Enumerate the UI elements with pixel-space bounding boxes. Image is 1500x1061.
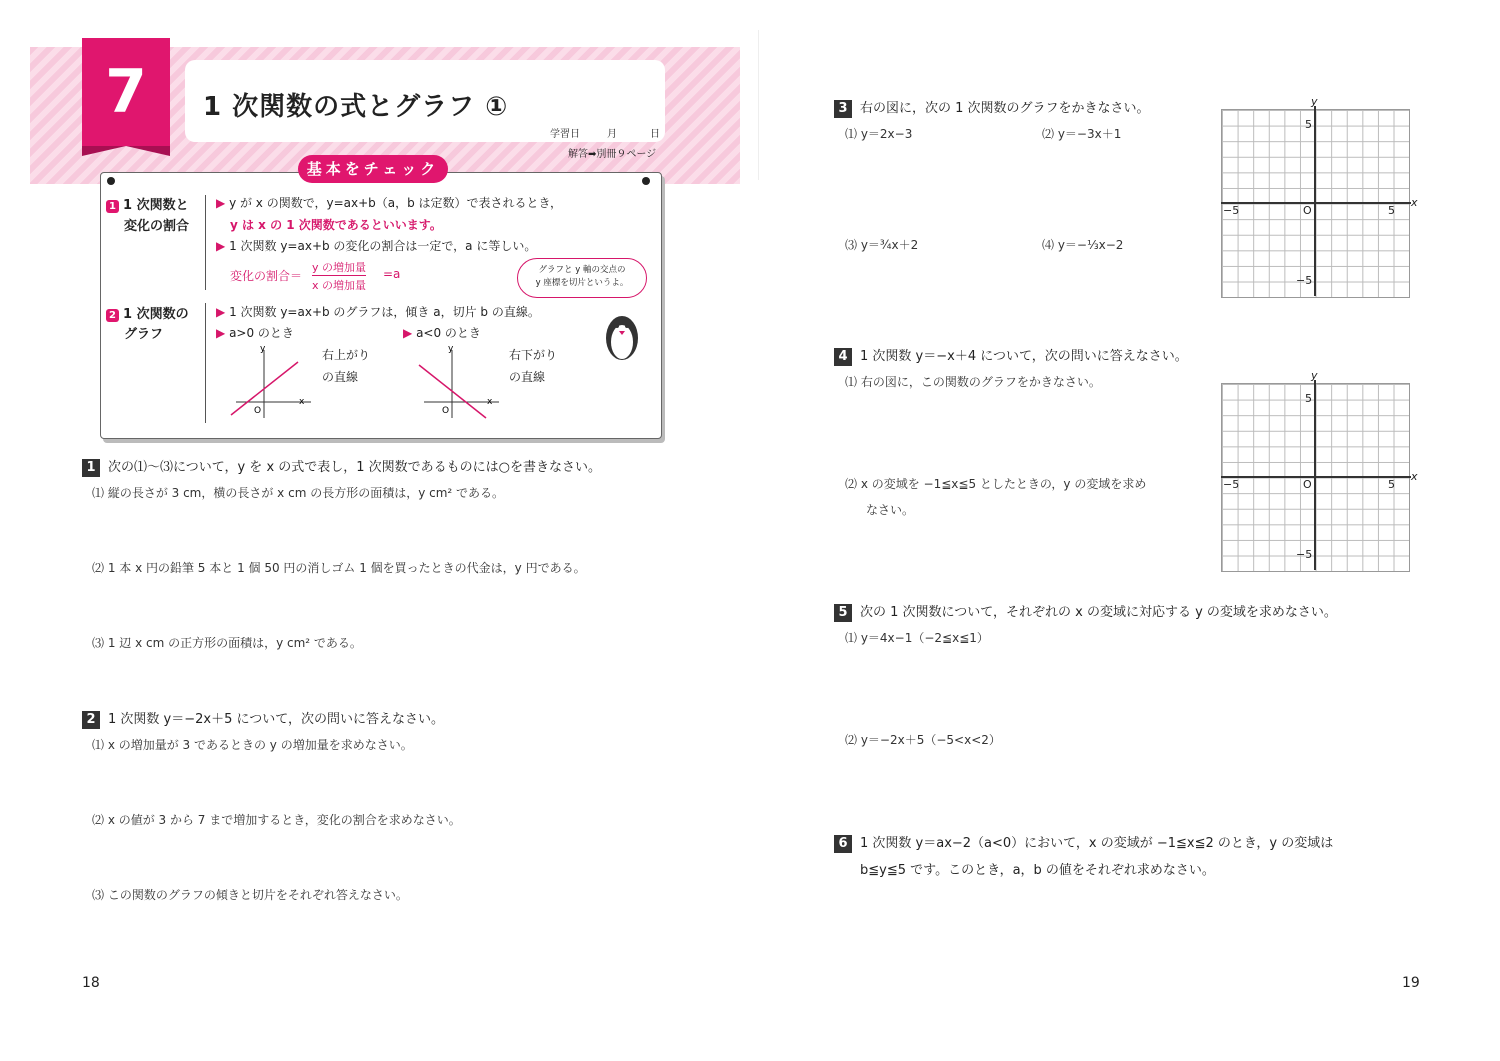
tick-label: 5 xyxy=(1388,478,1395,491)
s2-case1-desc-b: の直線 xyxy=(322,370,359,384)
page-title: 1 次関数の式とグラフ ① xyxy=(203,92,509,122)
s2-case2-desc-a: 右下がり xyxy=(509,348,558,362)
s2-case1-desc-a: 右上がり xyxy=(322,348,371,362)
q4-p1: ⑴ 右の図に，この関数のグラフをかきなさい。 xyxy=(845,375,1101,389)
q1-heading: 1 次の⑴〜⑶について，y を x の式で表し，1 次関数であるものには○を書きなさい。 xyxy=(82,456,601,477)
lesson-number: 7 xyxy=(82,38,170,146)
x-axis-label: x xyxy=(1411,470,1418,483)
page-number-right: 19 xyxy=(1402,975,1420,991)
s2-case1: ▶ a>0 のとき xyxy=(216,326,294,340)
svg-text:x: x xyxy=(299,397,305,407)
mini-graph-decreasing xyxy=(414,340,504,420)
graph-grid-q3[interactable] xyxy=(1221,109,1410,298)
svg-text:y: y xyxy=(448,344,454,354)
s1-formula-den: x の増加量 xyxy=(312,279,367,292)
section1-title-b: 変化の割合 xyxy=(124,219,190,234)
pin-icon xyxy=(642,177,650,185)
s2-case2: ▶ a<0 のとき xyxy=(403,326,481,340)
s2-line1: ▶ 1 次関数 y=ax+b のグラフは，傾き a，切片 b の直線。 xyxy=(216,305,540,319)
q1-p3: ⑶ 1 辺 x cm の正方形の面積は，y cm² である。 xyxy=(92,636,362,650)
check-label: 基本をチェック xyxy=(298,155,448,183)
q3-p1: ⑴ y＝2x−3 xyxy=(845,127,913,141)
q4-p2a: ⑵ x の変域を −1≦x≦5 としたときの，y の変域を求め xyxy=(845,477,1147,491)
s1-formula-right: =a xyxy=(383,267,401,281)
q3-p3: ⑶ y＝¾x＋2 xyxy=(845,238,919,252)
svg-text:O: O xyxy=(254,406,262,416)
penguin-icon xyxy=(602,306,642,362)
tick-label: −5 xyxy=(1223,204,1240,217)
x-axis-label: x xyxy=(1411,196,1418,209)
graph-grid-q4[interactable] xyxy=(1221,383,1410,572)
svg-text:O: O xyxy=(442,406,450,416)
q2-p1: ⑴ x の増加量が 3 であるときの y の増加量を求めなさい。 xyxy=(92,738,413,752)
s1-line2: y は x の 1 次関数であるといいます。 xyxy=(230,218,442,232)
y-axis-label: y xyxy=(1311,369,1318,382)
s1-formula-num: y の増加量 xyxy=(312,261,367,274)
s1-line1: ▶ y が x の関数で，y=ax+b（a，b は定数）で表されるとき， xyxy=(216,196,563,210)
q6-heading: 6 1 次関数 y＝ax−2（a<0）において，x の変域が −1≦x≦2 のとき，y の変域は xyxy=(834,832,1333,853)
tick-label: −5 xyxy=(1223,478,1240,491)
month-label: 月 xyxy=(607,129,617,140)
day-label: 日 xyxy=(650,129,660,140)
q1-p1: ⑴ 縦の長さが 3 cm，横の長さが x cm の長方形の面積は，y cm² である。 xyxy=(92,486,505,500)
section2-rule xyxy=(205,303,206,423)
q5-p1: ⑴ y＝4x−1（−2≦x≦1） xyxy=(845,631,989,645)
tick-label: 5 xyxy=(1305,118,1312,131)
section1-title: 1 1 次関数と xyxy=(106,194,189,213)
q2-p2: ⑵ x の値が 3 から 7 まで増加するとき，変化の割合を求めなさい。 xyxy=(92,813,461,827)
y-axis xyxy=(1314,106,1316,296)
q3-p2: ⑵ y＝−3x＋1 xyxy=(1042,127,1122,141)
page-divider xyxy=(758,30,759,180)
svg-text:x: x xyxy=(487,397,493,407)
q5-p2: ⑵ y＝−2x＋5（−5<x<2） xyxy=(845,733,1001,747)
page-number-left: 18 xyxy=(82,975,100,991)
q2-p3: ⑶ この関数のグラフの傾きと切片をそれぞれ答えなさい。 xyxy=(92,888,408,902)
tick-label: −5 xyxy=(1296,274,1313,287)
q1-p2: ⑵ 1 本 x 円の鉛筆 5 本と 1 個 50 円の消しゴム 1 個を買ったときの代金は，y 円である。 xyxy=(92,561,586,575)
svg-text:y: y xyxy=(260,344,266,354)
mini-graph-increasing xyxy=(226,340,316,420)
q4-p2b: なさい。 xyxy=(866,503,915,517)
origin-label: O xyxy=(1303,478,1312,491)
y-axis-label: y xyxy=(1311,95,1318,108)
tick-label: −5 xyxy=(1296,548,1313,561)
origin-label: O xyxy=(1303,204,1312,217)
y-axis xyxy=(1314,380,1316,570)
answer-ref: 解答➡別冊９ページ xyxy=(568,149,657,160)
section2-title-b: グラフ xyxy=(124,327,164,342)
section1-rule xyxy=(205,195,206,290)
s2-case2-desc-b: の直線 xyxy=(509,370,546,384)
study-date-label: 学習日 xyxy=(550,129,580,140)
q2-heading: 2 1 次関数 y＝−2x＋5 について，次の問いに答えなさい。 xyxy=(82,708,444,729)
q3-p4: ⑷ y＝−⅓x−2 xyxy=(1042,238,1124,252)
pin-icon xyxy=(107,177,115,185)
q6-text2: b≦y≦5 です。このとき，a，b の値をそれぞれ求めなさい。 xyxy=(860,863,1215,878)
tick-label: 5 xyxy=(1388,204,1395,217)
section2-title: 2 1 次関数の xyxy=(106,303,189,322)
q3-heading: 3 右の図に，次の 1 次関数のグラフをかきなさい。 xyxy=(834,97,1150,118)
tick-label: 5 xyxy=(1305,392,1312,405)
x-axis xyxy=(1221,202,1411,204)
speech-bubble: グラフと y 軸の交点の y 座標を切片というよ。 xyxy=(517,258,647,298)
s1-formula-left: 変化の割合＝ xyxy=(230,269,303,283)
q5-heading: 5 次の 1 次関数について，それぞれの x の変域に対応する y の変域を求めなさい。 xyxy=(834,601,1337,622)
x-axis xyxy=(1221,476,1411,478)
s1-line3: ▶ 1 次関数 y=ax+b の変化の割合は一定で，a に等しい。 xyxy=(216,239,537,253)
q4-heading: 4 1 次関数 y＝−x＋4 について，次の問いに答えなさい。 xyxy=(834,345,1188,366)
